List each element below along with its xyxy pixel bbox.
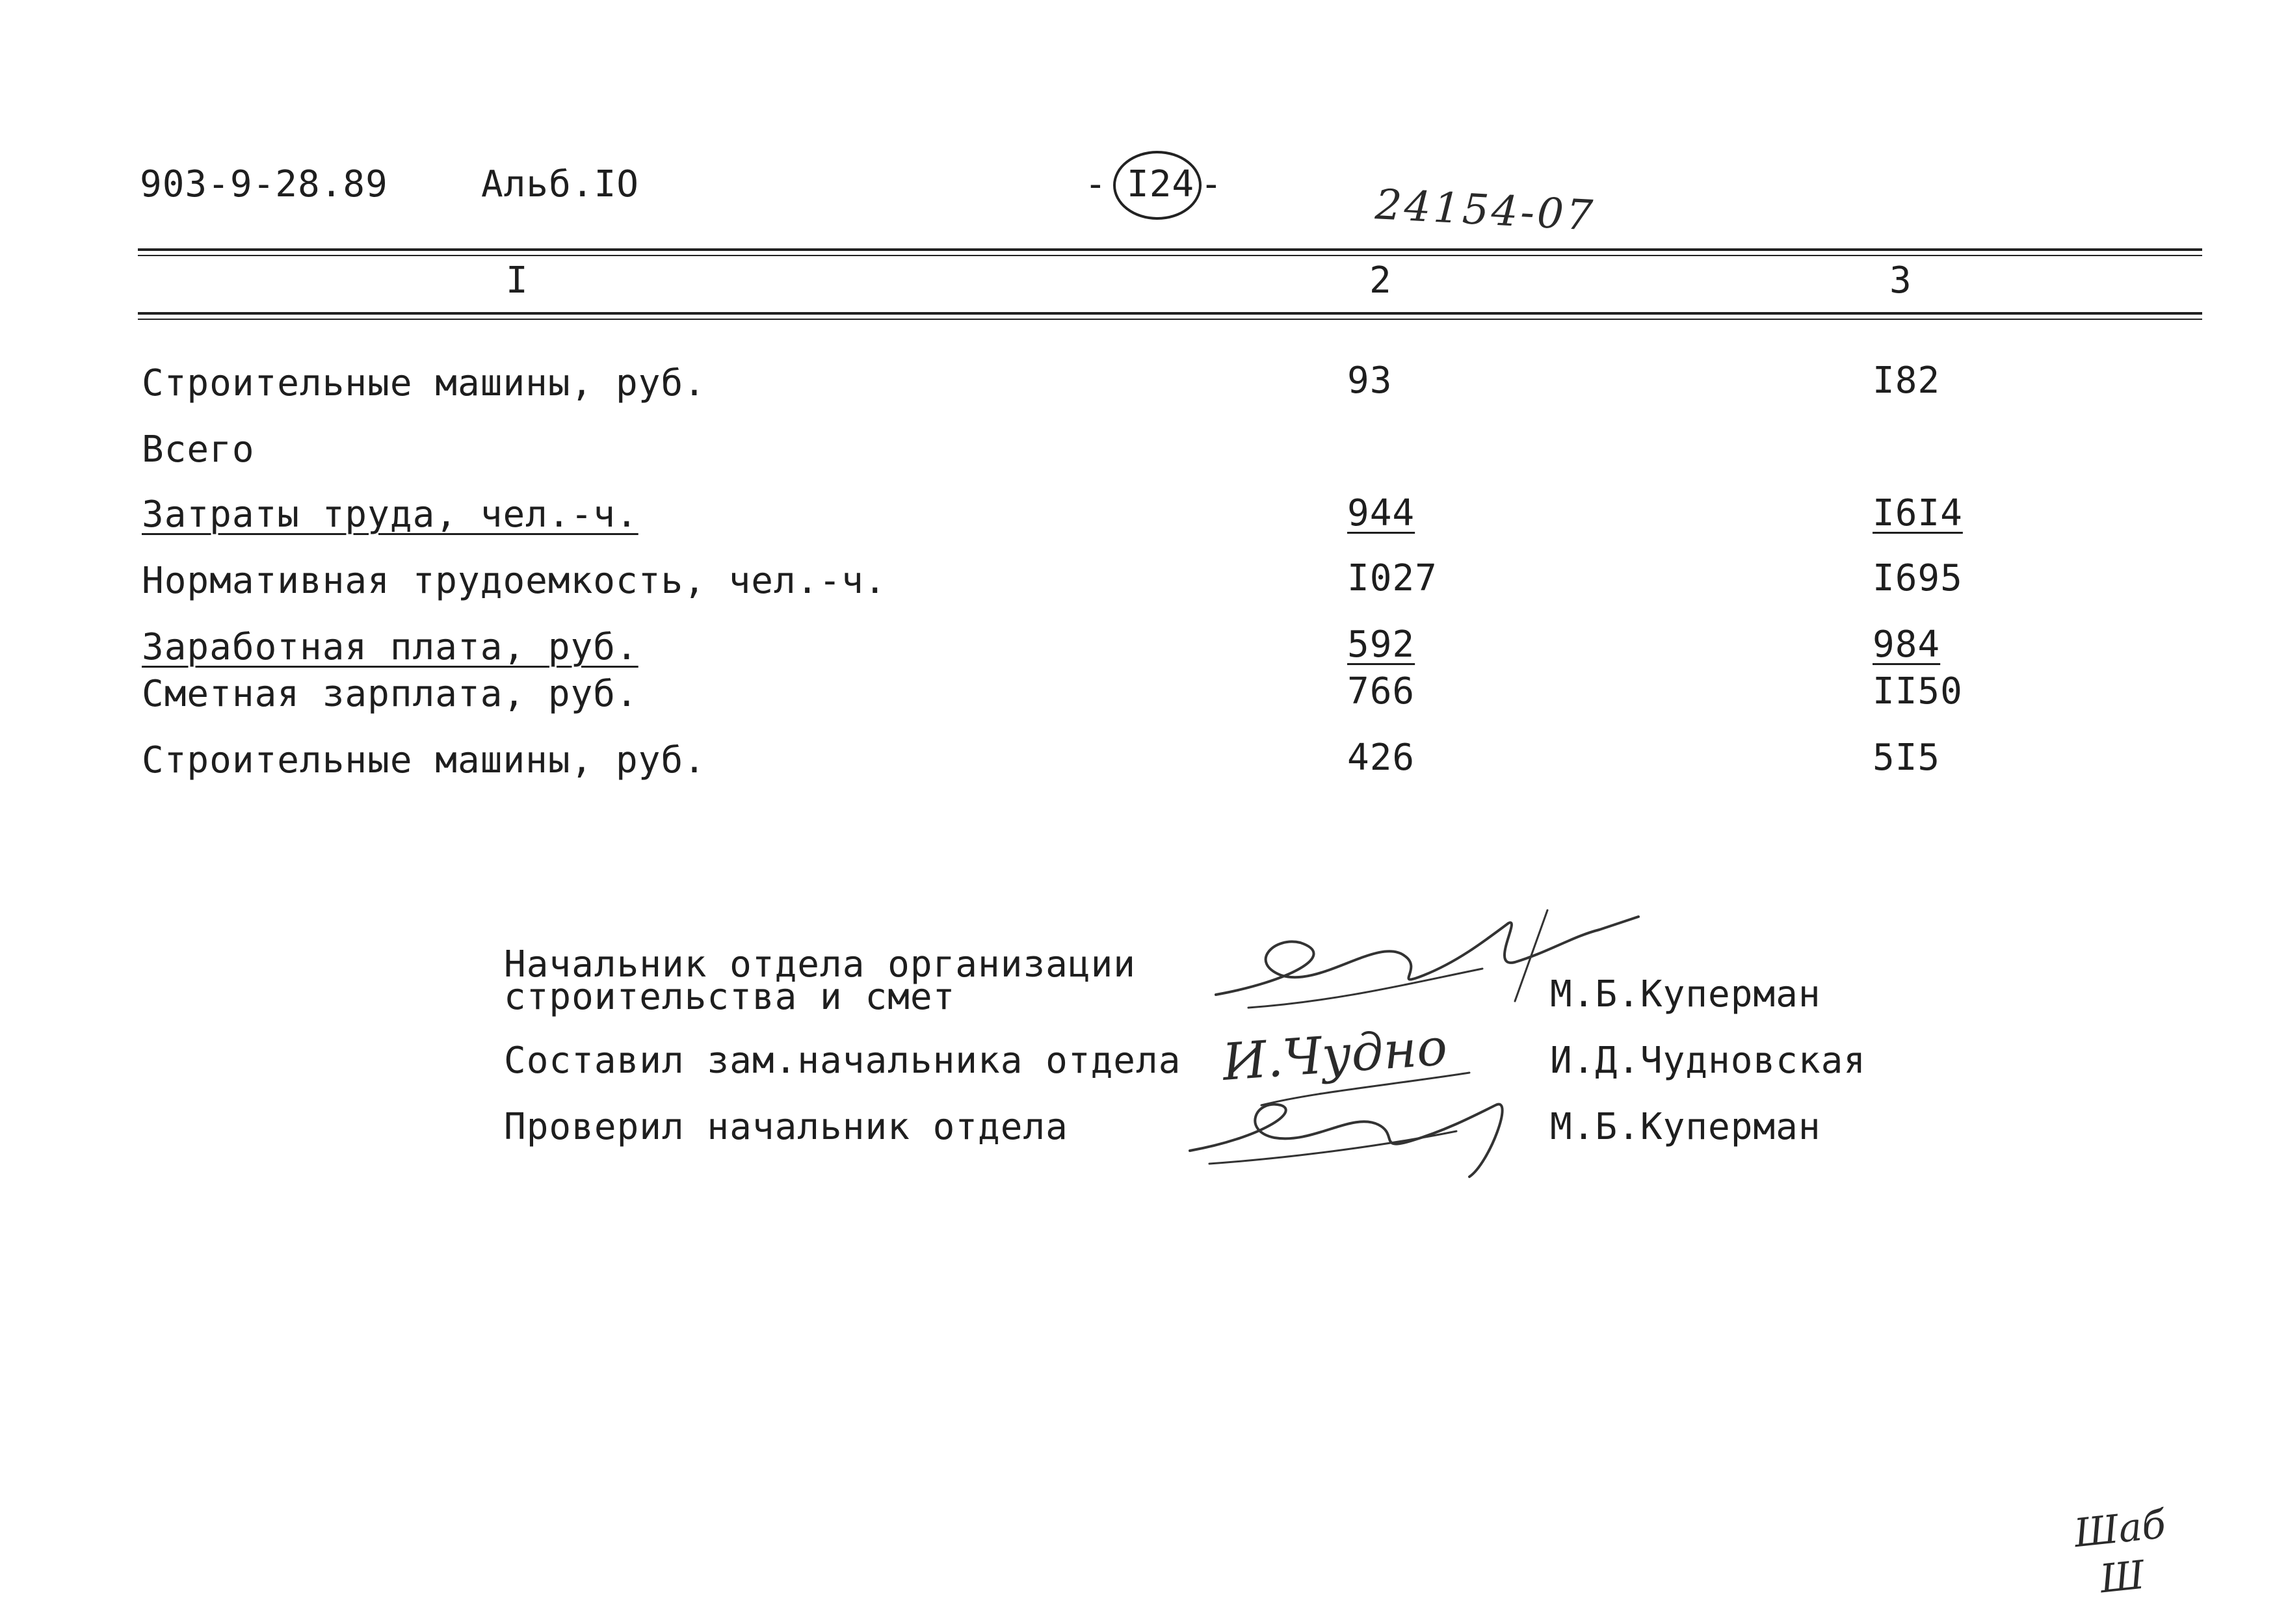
- signature-role-2: Составил зам.начальника отдела: [504, 1040, 1181, 1082]
- row-col3: I6I4: [1873, 492, 1963, 534]
- column-header-3: 3: [1889, 259, 1912, 302]
- signature-name-2: И.Д.Чудновская: [1550, 1040, 1867, 1082]
- row-col2: 944: [1347, 492, 1415, 534]
- signature-handwritten-2: И.Чудно: [1220, 1018, 1449, 1092]
- signature-role-1-line-2: строительства и смет: [504, 976, 956, 1018]
- album-number: Альб.IO: [481, 163, 640, 205]
- page-number: I24: [1127, 163, 1195, 205]
- signature-role-1-line-1: Начальник отдела организации: [504, 943, 1137, 986]
- row-label: Строительные машины, руб.: [142, 362, 706, 404]
- table-header-bottom-rule-thin: [138, 319, 2202, 320]
- signature-name-3: М.Б.Куперман: [1550, 1106, 1821, 1148]
- row-col2: 426: [1347, 737, 1415, 779]
- row-label: Строительные машины, руб.: [142, 739, 706, 781]
- row-col3: 5I5: [1873, 737, 1941, 779]
- signature-scribble-3: [1183, 1079, 1573, 1183]
- handwritten-number: 24154-07: [1374, 181, 1597, 241]
- row-col2: 592: [1347, 623, 1415, 666]
- page-dash-right: -: [1200, 163, 1223, 205]
- corner-note-line-2: Ш: [2097, 1552, 2147, 1603]
- signature-name-1: М.Б.Куперман: [1550, 973, 1821, 1015]
- row-col3: II50: [1873, 670, 1963, 713]
- page-dash-left: -: [1085, 163, 1107, 205]
- row-label: Всего: [142, 428, 255, 471]
- signature-role-3: Проверил начальник отдела: [504, 1106, 1068, 1148]
- row-label: Затраты труда, чел.-ч.: [142, 493, 638, 536]
- row-label: Заработная плата, руб.: [142, 626, 638, 668]
- row-label: Нормативная трудоемкость, чел.-ч.: [142, 560, 887, 602]
- signature-scribble-1: [1209, 897, 1651, 1027]
- table-header-bottom-rule: [138, 312, 2202, 315]
- row-col3: I695: [1873, 557, 1963, 599]
- row-col2: I027: [1347, 557, 1438, 599]
- corner-note-line-1: Шаб: [2071, 1501, 2168, 1557]
- column-header-2: 2: [1369, 259, 1392, 302]
- row-col3: I82: [1873, 360, 1941, 402]
- doc-code: 903-9-28.89: [140, 163, 388, 205]
- table-top-rule-thin: [138, 255, 2202, 256]
- row-col2: 93: [1347, 360, 1393, 402]
- column-header-1: I: [506, 259, 529, 302]
- row-col3: 984: [1873, 623, 1941, 666]
- row-col2: 766: [1347, 670, 1415, 713]
- table-top-rule: [138, 248, 2202, 251]
- row-label: Сметная зарплата, руб.: [142, 673, 638, 715]
